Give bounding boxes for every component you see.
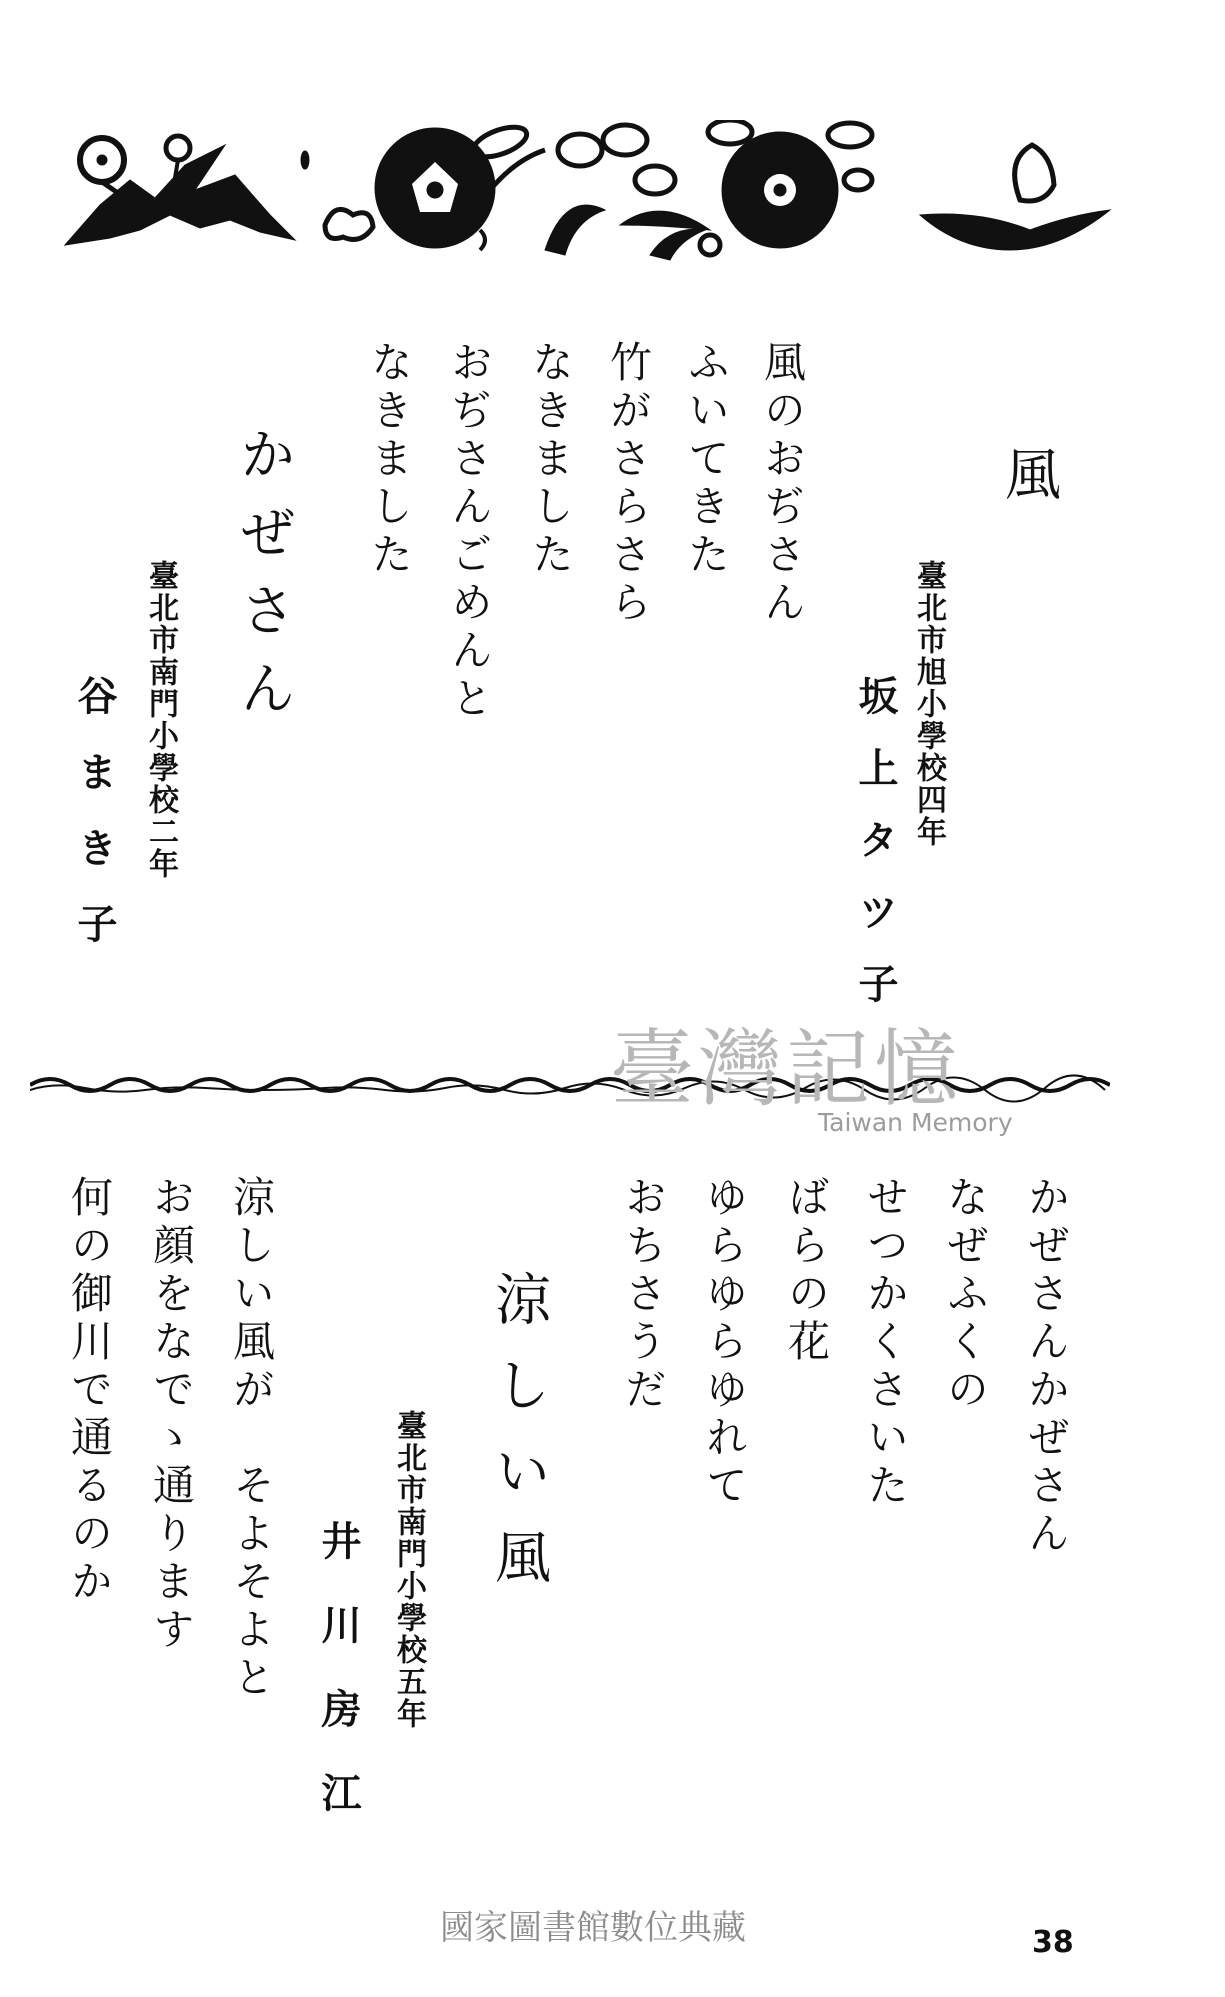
poem3-author: 井川房江 [315, 1520, 361, 1856]
taiwan-memory-watermark-logo: 臺灣記憶 [610, 1020, 963, 1118]
poem1-line-4: なきました [526, 340, 575, 580]
poem2-school: 臺北市南門小學校二年 [143, 560, 178, 880]
page-number: 38 [1032, 1925, 1074, 1960]
poem2-line-1: かぜさんかぜさん [1022, 1175, 1071, 1559]
poem2-title: かぜさん [231, 425, 296, 737]
floral-header-ornament [60, 120, 1120, 265]
poem3-title: 涼しい風 [486, 1270, 551, 1614]
poem1-school: 臺北市旭小學校四年 [911, 560, 946, 848]
poem1-line-1: 風のおぢさん [758, 340, 807, 628]
poem3-line-1: 涼しい風が そよそよと [227, 1175, 276, 1703]
library-footer: 國家圖書館數位典藏 [440, 1908, 746, 1948]
poem3-school: 臺北市南門小學校五年 [391, 1410, 426, 1730]
poem3-line-2: お顔をなでゝ通ります [147, 1175, 196, 1655]
poem2-line-2: なぜふくの [941, 1175, 990, 1415]
poem2-line-3: せつかくさいた [861, 1175, 910, 1511]
poem3-line-3: 何の御川で通るのか [65, 1175, 114, 1607]
poem1-line-3: 竹がさらさら [604, 340, 653, 628]
poem2-line-6: おちさうだ [619, 1175, 668, 1415]
poem1-author: 坂上タツ子 [852, 675, 898, 1035]
poem2-line-4: ばらの花 [782, 1175, 831, 1367]
poem1-line-6: なきました [365, 340, 414, 580]
poem1-title: 風 [996, 445, 1061, 515]
poem2-author: 谷まき子 [71, 675, 117, 979]
poem1-line-2: ふいてきた [682, 340, 731, 580]
poem1-line-5: おぢさんごめんと [445, 340, 494, 724]
taiwan-memory-watermark-subtitle: Taiwan Memory [818, 1108, 1013, 1137]
poem2-line-5: ゆらゆらゆれて [700, 1175, 749, 1511]
